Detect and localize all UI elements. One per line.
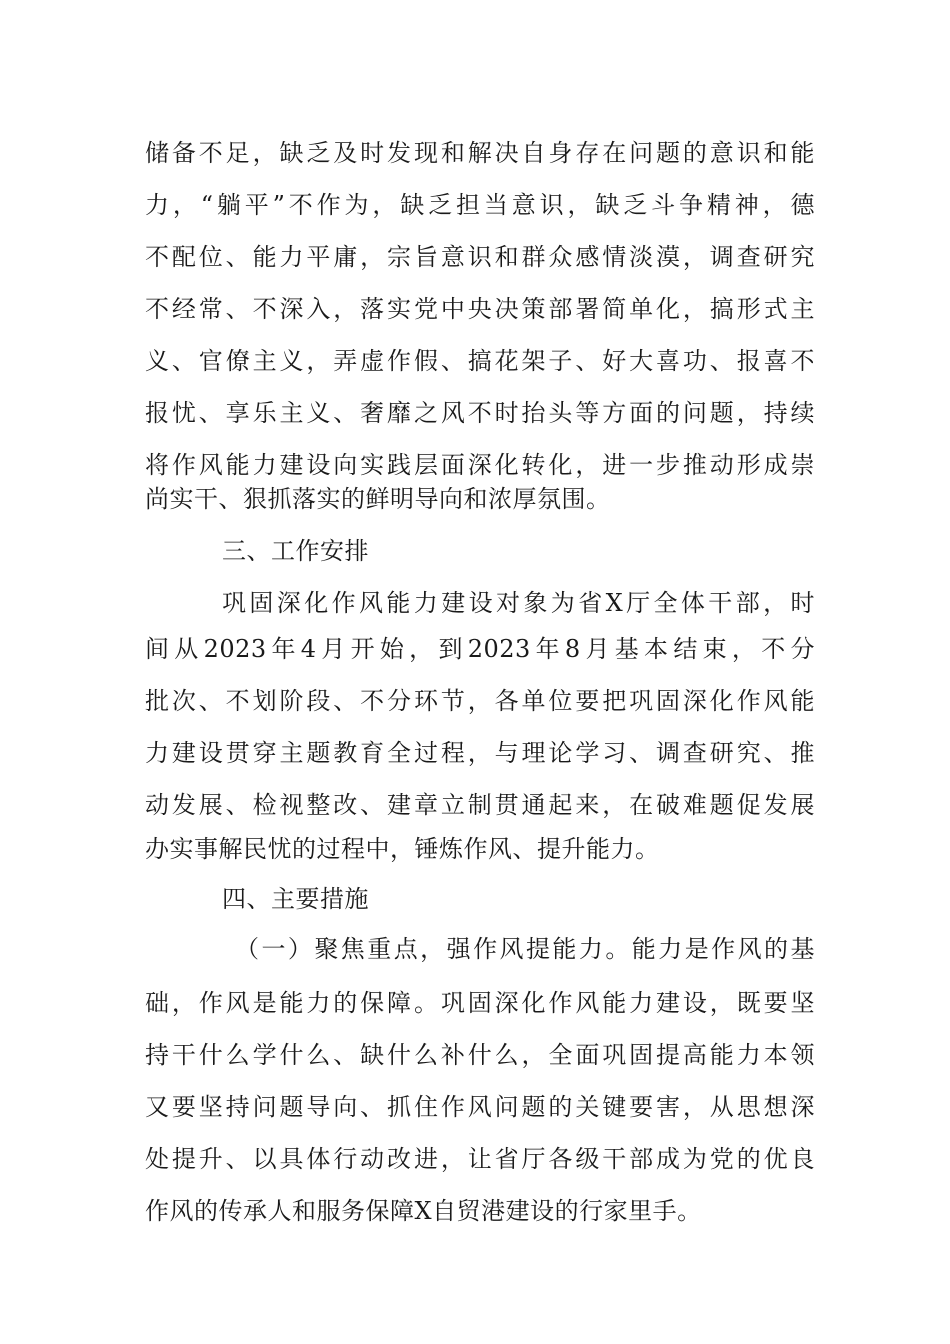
paragraph-line: 储备不足，缺乏及时发现和解决自身存在问题的意识和能 <box>145 139 815 167</box>
section-heading-3: 三、工作安排 <box>222 537 369 565</box>
subsection-heading-line: （一）聚焦重点，强作风提能力。能力是作风的基 <box>235 935 815 963</box>
paragraph-line: 动发展、检视整改、建章立制贯通起来，在破难题促发展 <box>145 791 815 819</box>
paragraph-line: 处提升、以具体行动改进，让省厅各级干部成为党的优良 <box>145 1145 815 1173</box>
paragraph-line: 持干什么学什么、缺什么补什么，全面巩固提高能力本领 <box>145 1041 815 1069</box>
paragraph-line-last: 办实事解民忧的过程中，锤炼作风、提升能力。 <box>145 835 660 863</box>
paragraph-line: 不配位、能力平庸，宗旨意识和群众感情淡漠，调查研究 <box>145 243 815 271</box>
paragraph-line: 将作风能力建设向实践层面深化转化，进一步推动形成崇 <box>145 451 815 479</box>
paragraph-line: 础，作风是能力的保障。巩固深化作风能力建设，既要坚 <box>145 989 815 1017</box>
paragraph-line: 又要坚持问题导向、抓住作风问题的关键要害，从思想深 <box>145 1093 815 1121</box>
paragraph-line: 力，“躺平”不作为，缺乏担当意识，缺乏斗争精神，德 <box>145 191 815 219</box>
paragraph-line: 力建设贯穿主题教育全过程，与理论学习、调查研究、推 <box>145 739 815 767</box>
paragraph-line: 义、官僚主义，弄虚作假、搞花架子、好大喜功、报喜不 <box>145 347 815 375</box>
paragraph-line-last: 作风的传承人和服务保障X自贸港建设的行家里手。 <box>145 1197 702 1225</box>
paragraph-line: 不经常、不深入，落实党中央决策部署简单化，搞形式主 <box>145 295 815 323</box>
paragraph-line: 报忧、享乐主义、奢靡之风不时抬头等方面的问题，持续 <box>145 399 815 427</box>
section-heading-4: 四、主要措施 <box>222 885 369 913</box>
paragraph-line-last: 尚实干、狠抓落实的鲜明导向和浓厚氛围。 <box>145 485 611 513</box>
paragraph-line: 间从2023年4月开始，到2023年8月基本结束，不分 <box>145 635 815 663</box>
paragraph-line: 巩固深化作风能力建设对象为省X厅全体干部，时 <box>222 589 815 617</box>
paragraph-line: 批次、不划阶段、不分环节，各单位要把巩固深化作风能 <box>145 687 815 715</box>
